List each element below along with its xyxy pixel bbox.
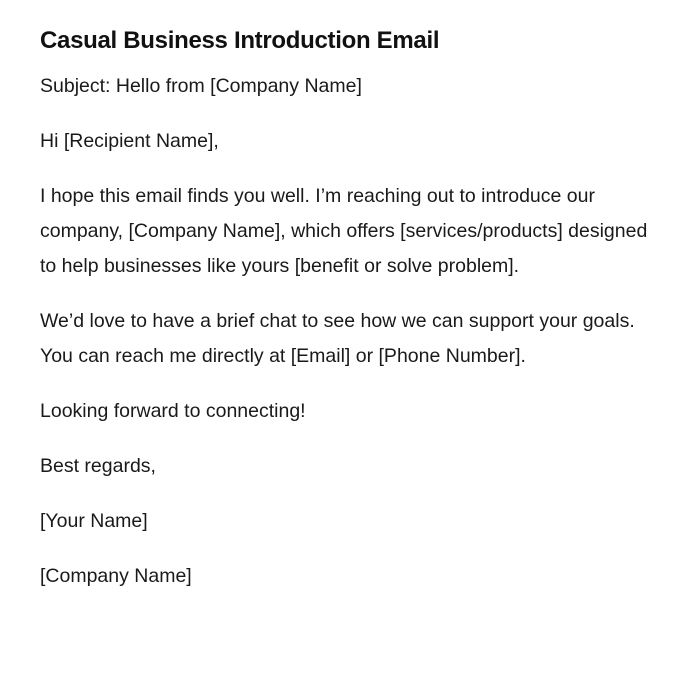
email-template-document	[40, 24, 652, 594]
email-body-paragraph-intro: I hope this email finds you well. I’m reaching out to introduce our company, [Company Name], which offers [services/products] designed to help businesses like yours [benefit or solve problem].	[40, 185, 648, 277]
email-signature-company: [Company Name]	[40, 565, 192, 587]
page-title: Casual Business Introduction Email	[40, 27, 440, 54]
email-greeting: Hi [Recipient Name],	[40, 130, 219, 152]
email-subject-line: Subject: Hello from [Company Name]	[40, 75, 362, 97]
email-signature-name: [Your Name]	[40, 510, 148, 532]
email-sign-off: Best regards,	[40, 455, 156, 477]
email-closing-line: Looking forward to connecting!	[40, 400, 306, 422]
email-body-paragraph-contact: We’d love to have a brief chat to see how we can support your goals. You can reach me directly at [Email] or [Phone Number].	[40, 310, 635, 367]
